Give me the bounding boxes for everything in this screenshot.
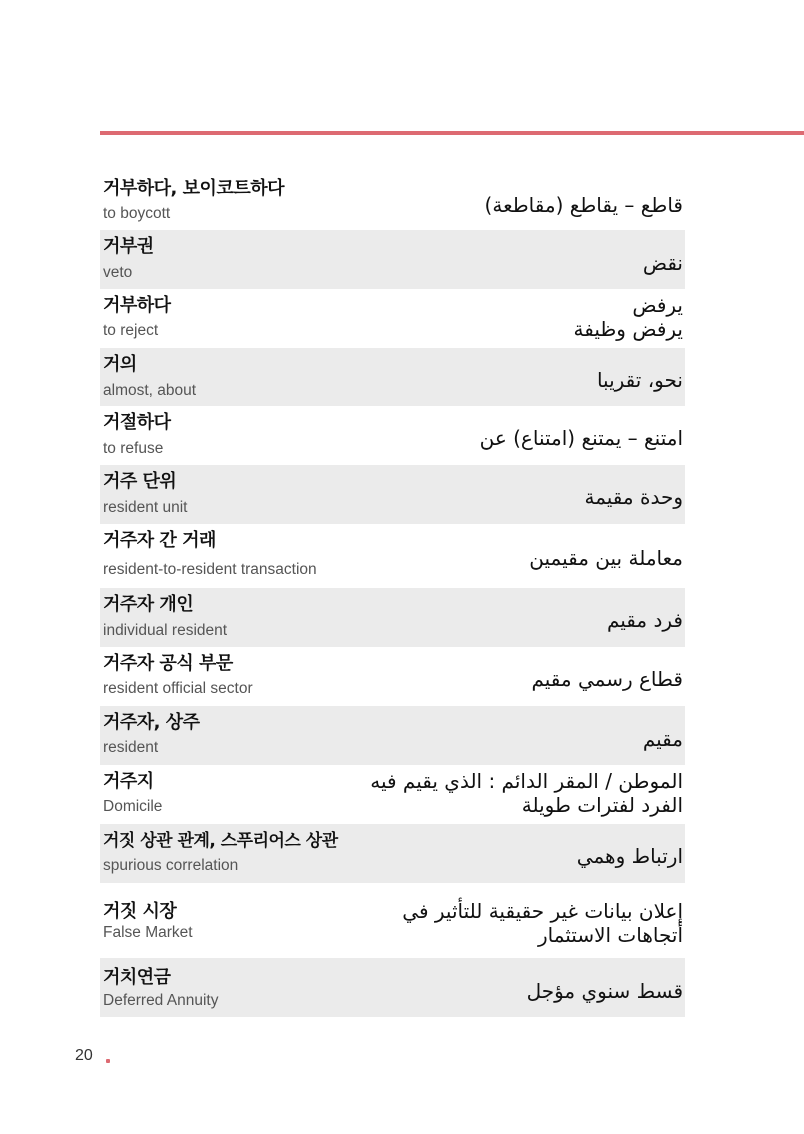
arabic-line: نقض xyxy=(642,251,683,275)
glossary-entry xyxy=(100,706,685,765)
arabic-line: نحو، تقريبا xyxy=(596,368,683,392)
korean-term: 거부하다 xyxy=(103,295,171,316)
arabic-line: وحدة مقيمة xyxy=(584,485,683,509)
arabic-line: فرد مقيم xyxy=(606,608,683,632)
english-translation: resident xyxy=(103,739,159,756)
arabic-line: إعلان بيانات غير حقيقية للتأثير في xyxy=(402,899,683,923)
arabic-line: يرفض xyxy=(632,293,683,317)
arabic-translation xyxy=(529,546,683,570)
english-translation: resident-to-resident transaction xyxy=(103,561,317,578)
glossary-entry xyxy=(100,348,685,406)
glossary-entry xyxy=(100,958,685,1017)
arabic-line: الفرد لفترات طويلة xyxy=(521,793,683,817)
glossary-entry xyxy=(100,406,685,465)
english-translation: resident unit xyxy=(103,499,188,516)
glossary-entry xyxy=(100,647,685,706)
arabic-line: قطاع رسمي مقيم xyxy=(531,667,683,691)
korean-term: 거주자, 상주 xyxy=(103,712,200,733)
english-translation: veto xyxy=(103,264,133,281)
arabic-line: أتجاهات الاستثمار xyxy=(537,923,683,947)
glossary-entry xyxy=(100,289,685,348)
arabic-translation xyxy=(597,368,683,392)
glossary-entry xyxy=(100,230,685,289)
arabic-translation xyxy=(607,608,683,632)
english-translation: individual resident xyxy=(103,622,228,639)
english-translation: to reject xyxy=(103,322,159,339)
english-translation: False Market xyxy=(103,924,193,941)
arabic-line: مقيم xyxy=(642,727,683,751)
arabic-translation xyxy=(370,769,683,817)
page-number: 20 xyxy=(75,1047,93,1064)
arabic-translation xyxy=(643,251,683,275)
header-rule xyxy=(100,131,804,135)
glossary-entry xyxy=(100,524,685,588)
arabic-line: قاطع – يقاطع (مقاطعة) xyxy=(484,193,683,217)
arabic-translation xyxy=(643,727,683,751)
glossary-entry xyxy=(100,465,685,524)
page-footer xyxy=(75,1045,93,1069)
korean-term: 거주자 간 거래 xyxy=(103,530,216,551)
arabic-translation xyxy=(402,899,683,947)
arabic-line: الموطن / المقر الدائم : الذي يقيم فيه xyxy=(370,769,683,793)
korean-term: 거부하다, 보이코트하다 xyxy=(103,178,284,199)
korean-term: 거치연금 xyxy=(103,967,171,988)
korean-term: 거짓 상관 관계, 스푸리어스 상관 xyxy=(103,831,338,851)
korean-term: 거주지 xyxy=(103,771,154,792)
arabic-translation xyxy=(480,426,683,450)
arabic-line: امتنع – يمتنع (امتناع) عن xyxy=(479,426,683,450)
arabic-translation xyxy=(584,485,683,509)
english-translation: resident official sector xyxy=(103,680,253,697)
english-translation: to boycott xyxy=(103,205,171,222)
glossary-entry xyxy=(100,172,685,230)
arabic-translation xyxy=(527,979,683,1003)
arabic-line: قسط سنوي مؤجل xyxy=(526,979,683,1003)
glossary-entry xyxy=(100,883,685,958)
korean-term: 거절하다 xyxy=(103,412,171,433)
glossary-entry xyxy=(100,824,685,883)
glossary-entry xyxy=(100,765,685,824)
english-translation: Deferred Annuity xyxy=(103,992,219,1009)
korean-term: 거부권 xyxy=(103,236,154,257)
english-translation: spurious correlation xyxy=(103,857,239,874)
english-translation: almost, about xyxy=(103,382,197,399)
arabic-translation xyxy=(485,193,683,217)
arabic-line: يرفض وظيفة xyxy=(573,317,683,341)
arabic-translation xyxy=(574,293,683,341)
korean-term: 거주 단위 xyxy=(103,471,177,492)
korean-term: 거주자 개인 xyxy=(103,594,194,615)
english-translation: to refuse xyxy=(103,440,164,457)
accent-dot xyxy=(106,1059,110,1063)
english-translation: Domicile xyxy=(103,798,163,815)
glossary-entry xyxy=(100,588,685,647)
glossary-list xyxy=(100,172,685,1017)
korean-term: 거의 xyxy=(103,354,137,375)
korean-term: 거짓 시장 xyxy=(103,901,177,922)
arabic-line: ارتباط وهمي xyxy=(576,844,683,868)
arabic-line: معاملة بين مقيمين xyxy=(529,546,683,570)
arabic-translation xyxy=(531,667,683,691)
arabic-translation xyxy=(577,844,683,868)
korean-term: 거주자 공식 부문 xyxy=(103,653,233,674)
